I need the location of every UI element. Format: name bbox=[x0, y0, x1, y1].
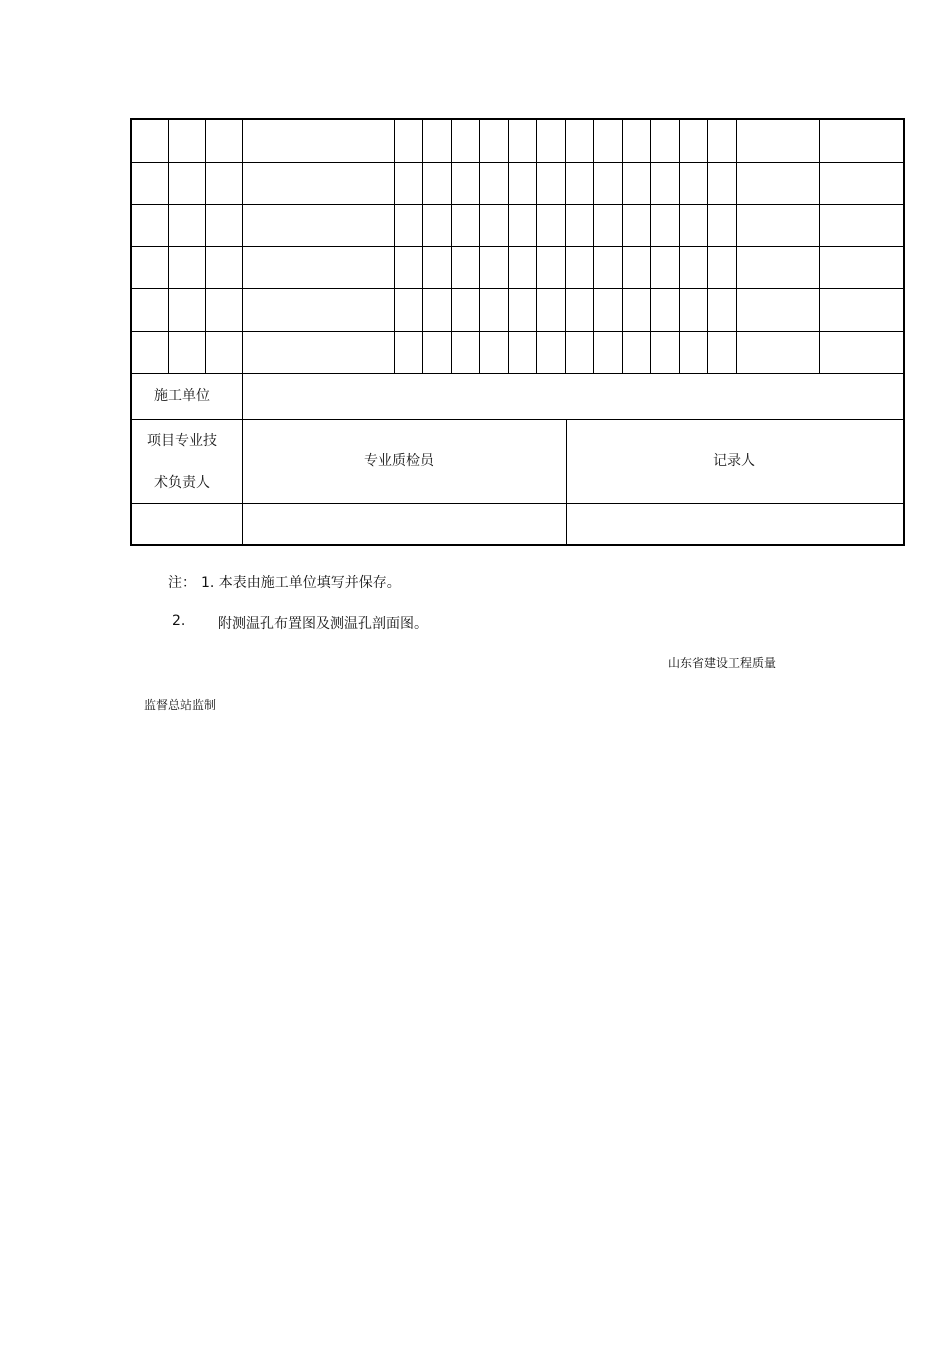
recorder-label: 记录人 bbox=[713, 453, 755, 469]
construction-unit-label: 施工单位 bbox=[154, 388, 210, 404]
note-prefix: 注： bbox=[168, 575, 196, 591]
project-tech-lead-label-line2: 术负责人 bbox=[154, 475, 210, 491]
form-grid-lines bbox=[132, 120, 903, 544]
note-1-text: 1. 本表由施工单位填写并保存。 bbox=[201, 575, 401, 591]
temperature-record-form bbox=[130, 118, 905, 546]
issuer-line-2: 监督总站监制 bbox=[144, 698, 217, 712]
project-tech-lead-label-line1: 项目专业技 bbox=[147, 433, 217, 449]
issuer-line-1: 山东省建设工程质量 bbox=[668, 656, 777, 670]
note-2-number: 2. bbox=[172, 613, 186, 629]
note-2-text: 附测温孔布置图及测温孔剖面图。 bbox=[218, 616, 428, 632]
quality-inspector-label: 专业质检员 bbox=[364, 453, 434, 469]
